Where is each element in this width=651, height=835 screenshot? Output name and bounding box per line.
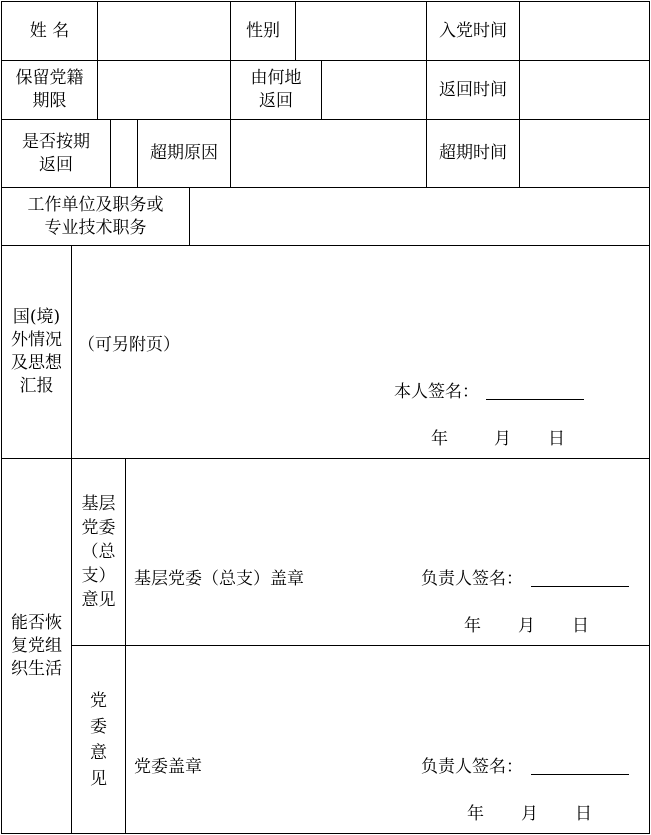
committee-signature-label: 负责人签名： — [421, 757, 523, 777]
year-label: 年 — [464, 616, 481, 636]
month-label: 月 — [521, 804, 538, 824]
grassroots-date[interactable] — [464, 611, 589, 636]
label-line: 基层 — [81, 494, 116, 514]
retention-period-label: 保留党籍 期限 — [15, 68, 84, 111]
border-right — [649, 1, 650, 834]
work-unit-field[interactable] — [190, 188, 649, 245]
overdue-reason-field[interactable] — [231, 120, 426, 187]
overdue-time-field[interactable] — [520, 120, 649, 187]
join-date-field[interactable] — [520, 2, 649, 60]
join-date-label: 入党时间 — [439, 20, 507, 41]
return-from-field[interactable] — [322, 61, 426, 119]
self-signature-line[interactable] — [486, 399, 584, 400]
day-label: 日 — [572, 616, 589, 636]
self-signature-label: 本人签名： — [394, 382, 479, 402]
label-line: 意见 — [81, 590, 116, 610]
report-date[interactable] — [431, 424, 565, 449]
retention-period-field[interactable] — [98, 61, 230, 119]
label-char: 党 — [90, 690, 107, 711]
committee-opinion-label — [72, 646, 125, 833]
row-divider — [71, 645, 650, 646]
label-char: 意 — [90, 742, 107, 763]
return-from-label: 由何地 返回 — [250, 68, 302, 111]
grassroots-signature-line[interactable] — [531, 586, 629, 587]
on-time-return-field[interactable] — [111, 120, 137, 187]
grassroots-seal-text: 基层党委（总支）盖章 — [134, 569, 304, 589]
month-label: 月 — [518, 616, 535, 636]
day-label: 日 — [548, 429, 565, 449]
name-label: 姓 名 — [29, 20, 70, 41]
label-line: （总 — [81, 542, 116, 562]
day-label: 日 — [575, 804, 592, 824]
grassroots-opinion-label — [72, 459, 125, 645]
overseas-report-label: 国(境) 外情况 及思想 汇报 — [11, 307, 62, 396]
work-unit-label: 工作单位及职务或 专业技术职务 — [27, 194, 164, 238]
border-bottom — [1, 833, 650, 834]
committee-date[interactable] — [467, 799, 592, 824]
on-time-return-label: 是否按期 返回 — [22, 131, 90, 175]
label-char: 委 — [90, 716, 107, 737]
label-line: 党委 — [81, 518, 116, 538]
overdue-time-label: 超期时间 — [439, 143, 507, 163]
name-field[interactable] — [98, 2, 230, 60]
committee-signature-line[interactable] — [531, 774, 629, 775]
restore-organization-label: 能否恢 复党组 织生活 — [11, 612, 62, 679]
col-divider — [125, 458, 126, 833]
month-label: 月 — [494, 429, 511, 449]
year-label: 年 — [431, 429, 448, 449]
overdue-reason-label: 超期原因 — [150, 143, 218, 163]
label-char: 见 — [90, 768, 107, 789]
grassroots-signature-label: 负责人签名： — [421, 569, 523, 589]
label-line: 支） — [81, 566, 116, 586]
return-date-label: 返回时间 — [439, 79, 507, 100]
year-label: 年 — [467, 804, 484, 824]
gender-field[interactable] — [296, 2, 426, 60]
row-divider — [1, 245, 650, 246]
attach-note: （可另附页） — [78, 335, 180, 355]
committee-seal-text: 党委盖章 — [134, 757, 202, 777]
gender-label: 性别 — [246, 20, 280, 41]
return-date-field[interactable] — [520, 61, 649, 119]
